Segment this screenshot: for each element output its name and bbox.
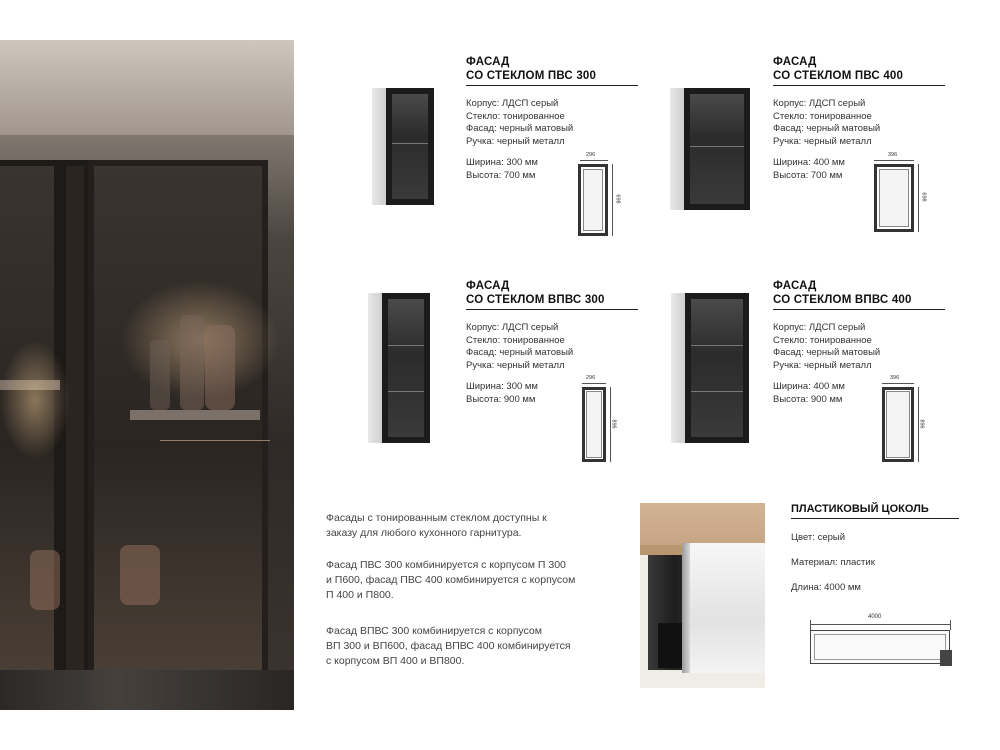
divider bbox=[466, 309, 638, 310]
product-title-line2: СО СТЕКЛОМ ПВС 400 bbox=[773, 70, 904, 82]
dim-height: 896 bbox=[610, 419, 617, 429]
description-paragraph-1 bbox=[326, 511, 547, 541]
spec-facade: Фасад: черный матовый bbox=[773, 123, 881, 134]
description-line: П 400 и П800. bbox=[326, 589, 394, 601]
plinth-drawing bbox=[808, 612, 960, 672]
spec-height: Высота: 700 мм bbox=[466, 169, 536, 181]
divider bbox=[773, 309, 945, 310]
product-title-line1: ФАСАД bbox=[466, 280, 510, 292]
product-1-specs bbox=[466, 98, 573, 182]
spec-width: Ширина: 400 мм bbox=[773, 381, 845, 392]
description-line: Фасад ПВС 300 комбинируется с корпусом П 300 bbox=[326, 559, 566, 571]
plinth-photo bbox=[640, 503, 765, 688]
divider bbox=[791, 518, 959, 519]
spec-facade: Фасад: черный матовый bbox=[466, 347, 574, 358]
description-line: Фасад ВПВС 300 комбинируется с корпусом bbox=[326, 625, 542, 637]
description-paragraph-2 bbox=[326, 558, 575, 603]
cabinet-vpvs400-image bbox=[671, 293, 749, 443]
spec-height: Высота: 700 мм bbox=[773, 169, 843, 181]
spec-body: Корпус: ЛДСП серый bbox=[773, 98, 866, 109]
spec-glass: Стекло: тонированное bbox=[773, 110, 872, 122]
spec-glass: Стекло: тонированное bbox=[773, 334, 872, 346]
divider bbox=[773, 85, 945, 86]
product-3-title bbox=[466, 279, 605, 307]
product-4-specs bbox=[773, 322, 880, 406]
spec-body: Корпус: ЛДСП серый bbox=[466, 98, 559, 109]
product-2-title bbox=[773, 55, 903, 83]
drawing-pvs400 bbox=[868, 152, 928, 237]
spec-facade: Фасад: черный матовый bbox=[466, 123, 574, 134]
dim-width: 396 bbox=[888, 152, 898, 158]
spec-handle: Ручка: черный металл bbox=[466, 359, 565, 371]
spec-glass: Стекло: тонированное bbox=[466, 110, 565, 122]
dim-width: 296 bbox=[586, 152, 596, 158]
plinth-length: Длина: 4000 мм bbox=[791, 582, 861, 593]
product-1-title bbox=[466, 55, 596, 83]
spec-facade: Фасад: черный матовый bbox=[773, 347, 881, 358]
plinth-material: Материал: пластик bbox=[791, 557, 875, 568]
spec-body: Корпус: ЛДСП серый bbox=[773, 322, 866, 333]
spec-glass: Стекло: тонированное bbox=[466, 334, 565, 346]
spec-height: Высота: 900 мм bbox=[773, 393, 843, 405]
description-line: заказу для любого кухонного гарнитура. bbox=[326, 527, 522, 539]
dim-height: 698 bbox=[920, 192, 927, 202]
spec-body: Корпус: ЛДСП серый bbox=[466, 322, 559, 333]
plinth-title: ПЛАСТИКОВЫЙ ЦОКОЛЬ bbox=[791, 503, 929, 515]
product-title-line2: СО СТЕКЛОМ ВПВС 300 bbox=[466, 294, 605, 306]
product-title-line1: ФАСАД bbox=[773, 56, 817, 68]
cabinet-pvs300-image bbox=[372, 88, 434, 205]
cabinet-vpvs300-image bbox=[368, 293, 430, 443]
kitchen-cabinet-photo bbox=[0, 40, 294, 710]
description-paragraph-3 bbox=[326, 624, 571, 669]
spec-handle: Ручка: черный металл bbox=[773, 359, 872, 371]
drawing-vpvs300 bbox=[576, 375, 616, 465]
drawing-pvs300 bbox=[570, 152, 620, 240]
product-title-line1: ФАСАД bbox=[773, 280, 817, 292]
description-line: и П600, фасад ПВС 400 комбинируется с корпусом bbox=[326, 574, 576, 586]
description-line: Фасады с тонированным стеклом доступны к bbox=[326, 512, 547, 524]
cabinet-pvs400-image bbox=[670, 88, 750, 210]
divider bbox=[466, 85, 638, 86]
dim-height: 698 bbox=[614, 194, 621, 204]
product-title-line1: ФАСАД bbox=[466, 56, 510, 68]
spec-width: Ширина: 400 мм bbox=[773, 157, 845, 168]
dim-width: 296 bbox=[586, 375, 596, 381]
product-title-line2: СО СТЕКЛОМ ВПВС 400 bbox=[773, 294, 912, 306]
product-title-line2: СО СТЕКЛОМ ПВС 300 bbox=[466, 70, 597, 82]
spec-handle: Ручка: черный металл bbox=[773, 135, 872, 147]
spec-width: Ширина: 300 мм bbox=[466, 381, 538, 392]
product-3-specs bbox=[466, 322, 573, 406]
description-line: ВП 300 и ВП600, фасад ВПВС 400 комбинируется bbox=[326, 640, 571, 652]
spec-width: Ширина: 300 мм bbox=[466, 157, 538, 168]
product-4-title bbox=[773, 279, 912, 307]
drawing-vpvs400 bbox=[876, 375, 926, 465]
dim-height: 896 bbox=[918, 419, 925, 429]
dim-length: 4000 bbox=[868, 614, 882, 620]
spec-height: Высота: 900 мм bbox=[466, 393, 536, 405]
plinth-color: Цвет: серый bbox=[791, 532, 846, 543]
dim-width: 396 bbox=[890, 375, 900, 381]
product-2-specs bbox=[773, 98, 880, 182]
spec-handle: Ручка: черный металл bbox=[466, 135, 565, 147]
description-line: с корпусом ВП 400 и ВП800. bbox=[326, 655, 465, 667]
